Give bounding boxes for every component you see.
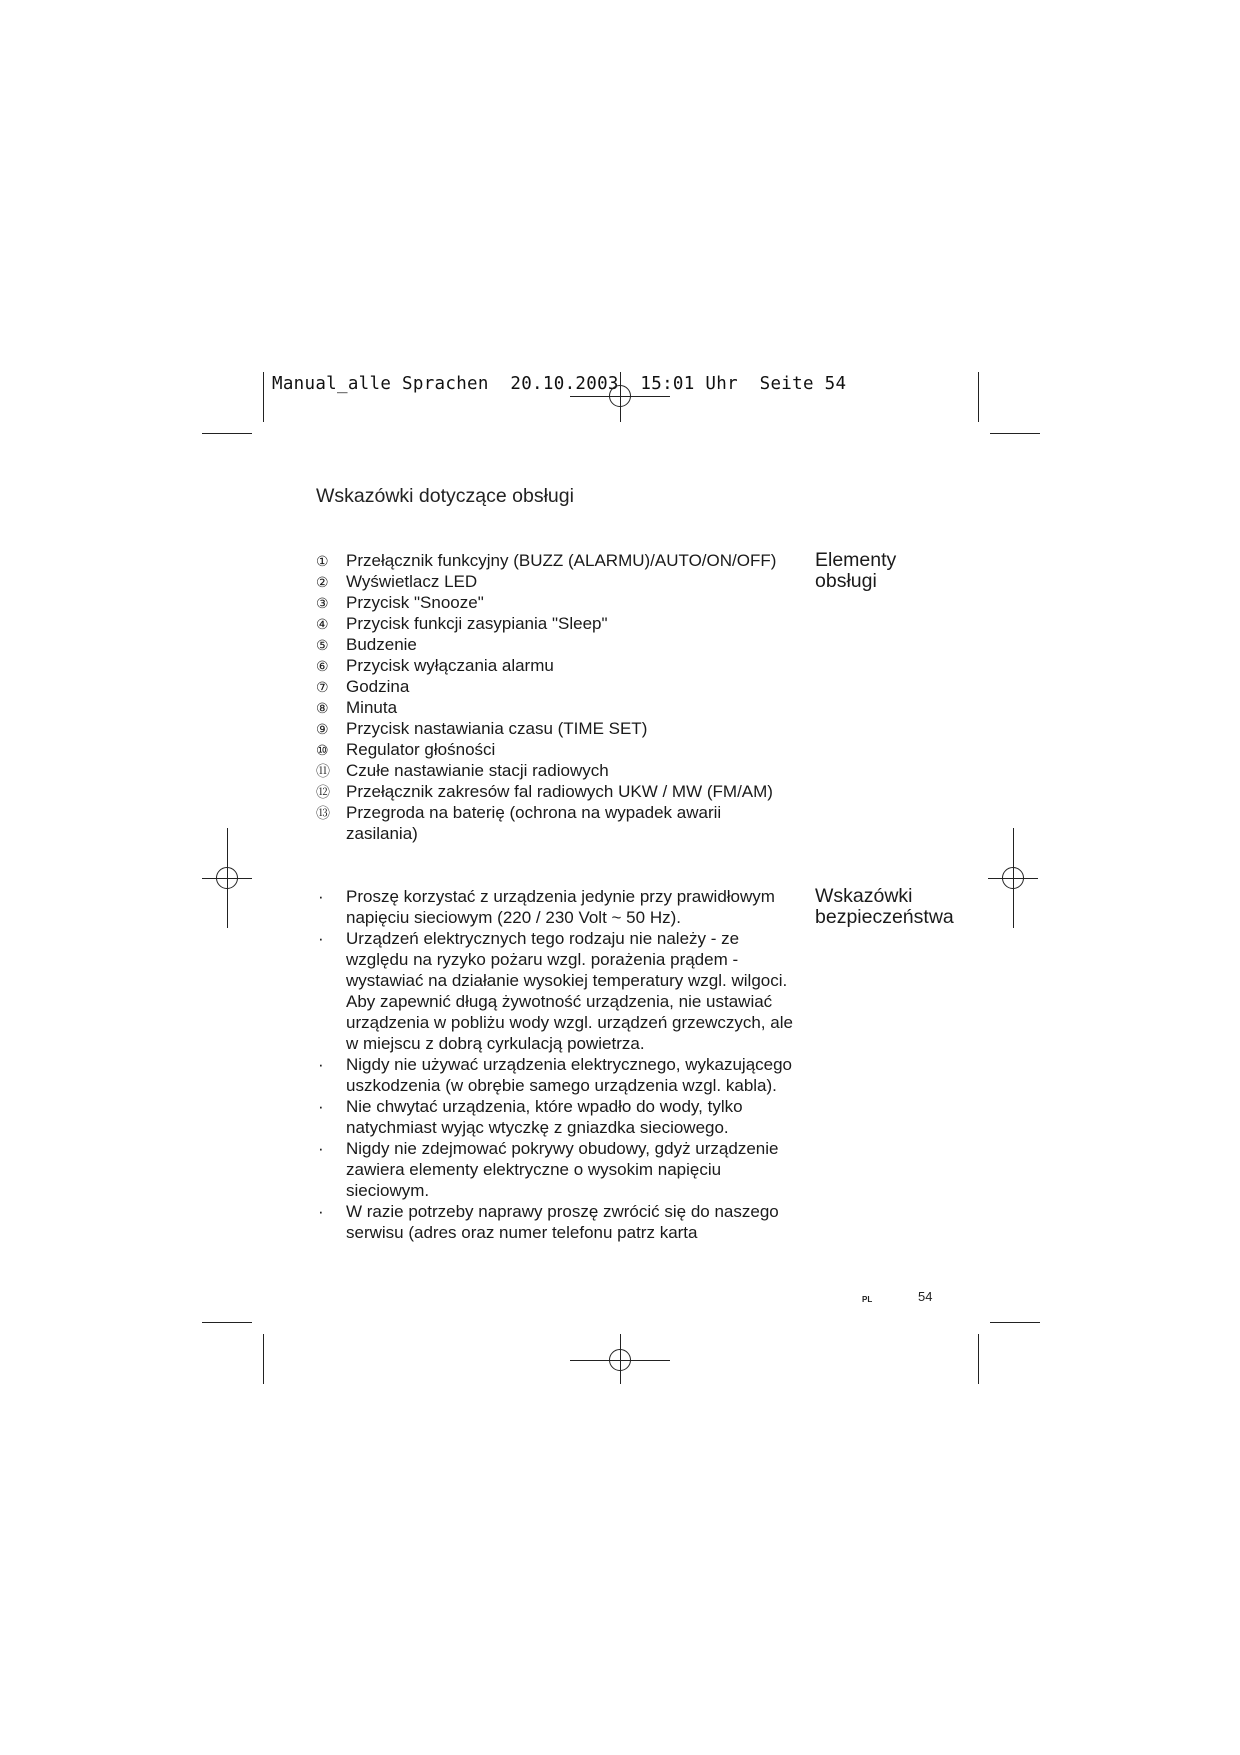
footer-page-number: 54	[918, 1289, 933, 1304]
controls-item	[316, 760, 796, 781]
safety-heading-line: bezpieczeństwa	[815, 906, 954, 928]
safety-item-marker: ·	[318, 887, 324, 906]
controls-item-text: Przycisk funkcji zasypiania "Sleep"	[346, 614, 608, 633]
slug-page: Seite 54	[759, 374, 847, 394]
safety-item-text: Nie chwytać urządzenia, które wpadło do wody, tylko natychmiast wyjąc wtyczkę z gniazdka sieciowego.	[346, 1097, 743, 1137]
crop-mark-top-right-vertical	[978, 372, 979, 422]
controls-item	[316, 802, 796, 844]
controls-item-marker: ⑨	[316, 721, 329, 737]
controls-item-text: Minuta	[346, 698, 398, 717]
controls-item-marker: ⑩	[316, 742, 329, 758]
controls-item	[316, 781, 796, 802]
slug-time: 15:01 Uhr	[640, 374, 738, 394]
slug-file: Manual_alle Sprachen	[272, 374, 489, 394]
controls-item	[316, 676, 796, 697]
controls-item-marker: ⑤	[316, 637, 329, 653]
print-slug	[272, 374, 846, 394]
controls-item-marker: ①	[316, 553, 329, 569]
section-title: Wskazówki dotyczące obsługi	[316, 485, 574, 507]
controls-item-text: Przycisk "Snooze"	[346, 593, 484, 612]
footer-language-code: PL	[862, 1295, 873, 1304]
registration-mark-left-circle-icon	[216, 867, 238, 889]
controls-item-text: Przycisk wyłączania alarmu	[346, 656, 554, 675]
controls-item-marker: ③	[316, 595, 329, 611]
controls-item-text: Przełącznik zakresów fal radiowych UKW / MW (FM/AM)	[346, 782, 773, 801]
crop-mark-top-right-horizontal	[990, 433, 1040, 434]
controls-item-text: Czułe nastawianie stacji radiowych	[346, 761, 609, 780]
safety-item	[316, 1138, 796, 1201]
controls-item-text: Godzina	[346, 677, 410, 696]
controls-item	[316, 718, 796, 739]
crop-mark-top-left-vertical	[263, 372, 264, 422]
safety-item-text: Urządzeń elektrycznych tego rodzaju nie należy - ze względu na ryzyko pożaru wzgl. porażenia prądem - wystawiać na działanie wysokiej temperatury wzgl. wilgoci. Aby zapewnić długą żywotność urządzenia, nie ustawiać urządzenia w pobliżu wody wzgl. urządzeń grzewczych, ale w miejscu z dobrą cyrkulacją powietrza.	[346, 929, 793, 1053]
controls-item	[316, 592, 796, 613]
crop-mark-bottom-left-vertical	[263, 1334, 264, 1384]
safety-item	[316, 1201, 796, 1243]
controls-item-text: Przełącznik funkcyjny (BUZZ (ALARMU)/AUTO/ON/OFF)	[346, 551, 777, 570]
controls-item-text: Regulator głośności	[346, 740, 496, 759]
safety-item-marker: ·	[318, 1055, 324, 1074]
controls-heading-line: Elementy	[815, 549, 897, 571]
controls-item	[316, 550, 796, 571]
controls-item	[316, 655, 796, 676]
registration-mark-top-circle-icon	[609, 385, 631, 407]
crop-mark-bottom-right-vertical	[978, 1334, 979, 1384]
safety-item-marker: ·	[318, 1202, 324, 1221]
safety-heading	[815, 886, 954, 928]
crop-mark-bottom-left-horizontal	[202, 1322, 252, 1323]
safety-item-text: Nigdy nie zdejmować pokrywy obudowy, gdyż urządzenie zawiera elementy elektryczne o wysokim napięciu sieciowym.	[346, 1139, 779, 1200]
controls-list	[316, 550, 796, 844]
controls-item-marker: ⑫	[316, 784, 330, 800]
controls-item-text: Przegroda na baterię (ochrona na wypadek awarii zasilania)	[346, 803, 722, 843]
registration-mark-bottom-circle-icon	[609, 1349, 631, 1371]
controls-item	[316, 634, 796, 655]
controls-item-text: Budzenie	[346, 635, 417, 654]
safety-item	[316, 1054, 796, 1096]
safety-item-text: Proszę korzystać z urządzenia jedynie przy prawidłowym napięciu sieciowym (220 / 230 Volt ~ 50 Hz).	[346, 887, 775, 927]
controls-item-marker: ④	[316, 616, 329, 632]
controls-item-text: Przycisk nastawiania czasu (TIME SET)	[346, 719, 648, 738]
controls-heading	[815, 550, 896, 592]
safety-heading-line: Wskazówki	[815, 885, 913, 907]
safety-item-marker: ·	[318, 929, 324, 948]
safety-item	[316, 1096, 796, 1138]
controls-item-marker: ⑬	[316, 805, 330, 821]
safety-item	[316, 928, 796, 1054]
slug-date: 20.10.2003	[510, 374, 619, 394]
controls-item-marker: ⑥	[316, 658, 329, 674]
controls-heading-line: obsługi	[815, 570, 877, 592]
safety-item-marker: ·	[318, 1097, 324, 1116]
controls-item	[316, 739, 796, 760]
controls-item	[316, 697, 796, 718]
safety-item	[316, 886, 796, 928]
controls-item-marker: ②	[316, 574, 329, 590]
safety-list	[316, 886, 796, 1243]
controls-item-text: Wyświetlacz LED	[346, 572, 478, 591]
controls-item-marker: ⑪	[316, 763, 330, 779]
safety-item-text: W razie potrzeby naprawy proszę zwrócić się do naszego serwisu (adres oraz numer telefonu patrz karta	[346, 1202, 779, 1242]
safety-item-marker: ·	[318, 1139, 324, 1158]
registration-mark-right-circle-icon	[1002, 867, 1024, 889]
crop-mark-top-left-horizontal	[202, 433, 252, 434]
controls-item	[316, 613, 796, 634]
controls-item-marker: ⑧	[316, 700, 329, 716]
safety-item-text: Nigdy nie używać urządzenia elektrycznego, wykazującego uszkodzenia (w obrębie samego urządzenia wzgl. kabla).	[346, 1055, 793, 1095]
controls-item	[316, 571, 796, 592]
crop-mark-bottom-right-horizontal	[990, 1322, 1040, 1323]
controls-item-marker: ⑦	[316, 679, 329, 695]
